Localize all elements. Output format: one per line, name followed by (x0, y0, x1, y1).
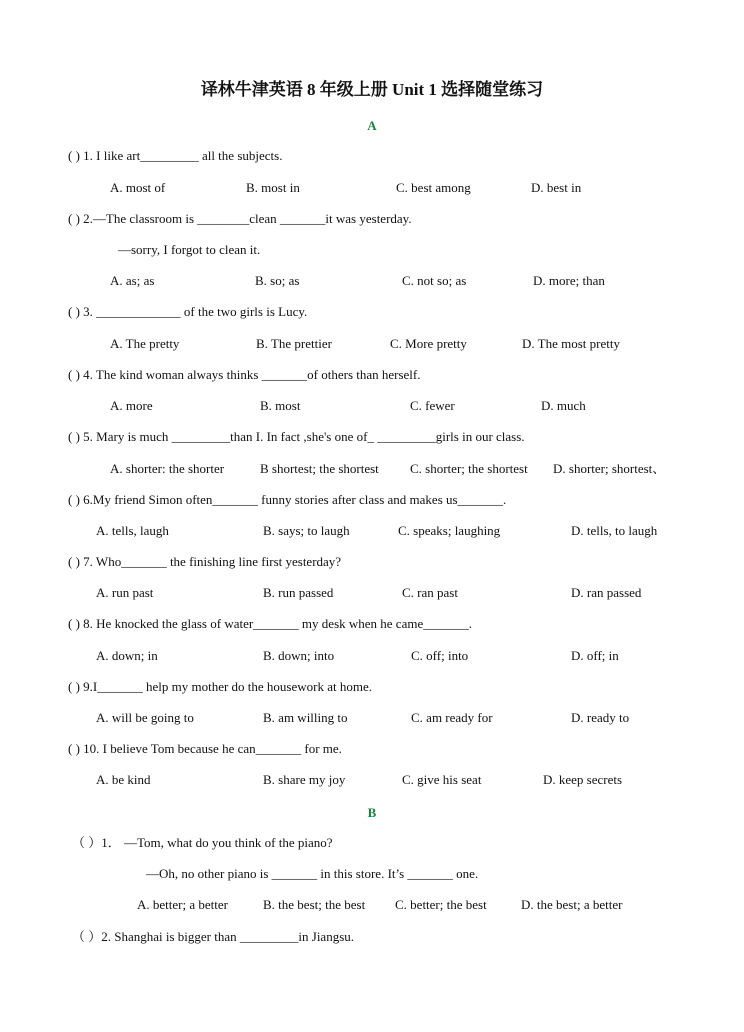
answer-option: A. will be going to (96, 710, 194, 725)
answer-option: C. am ready for (411, 710, 493, 725)
answer-option: B. says; to laugh (263, 523, 350, 538)
answer-option: A. be kind (96, 772, 151, 787)
answer-option: B. run passed (263, 585, 334, 600)
answer-option: C. More pretty (390, 336, 467, 351)
answer-option: D. shorter; shortest、 (553, 461, 666, 476)
answer-option: D. more; than (533, 273, 605, 288)
question-stem: ( ) 9.I_______ help my mother do the housework at home. (68, 679, 372, 694)
answer-option: B. The prettier (256, 336, 332, 351)
answer-option: C. better; the best (395, 897, 487, 912)
answer-option: C. off; into (411, 648, 469, 663)
answer-option: B shortest; the shortest (260, 461, 379, 476)
question-stem: ( ) 4. The kind woman always thinks _______of others than herself. (68, 367, 421, 382)
answer-option: D. best in (531, 180, 582, 195)
question-stem: （ ）1． —Tom, what do you think of the piano? (72, 835, 333, 850)
answer-option: A. better; a better (137, 897, 228, 912)
answer-option: A. run past (96, 585, 154, 600)
answer-option: C. fewer (410, 398, 455, 413)
question-continuation: —Oh, no other piano is _______ in this store. It’s _______ one. (146, 866, 479, 881)
question-stem: （ ）2. Shanghai is bigger than _________in Jiangsu. (72, 929, 355, 944)
answer-option: D. much (541, 398, 586, 413)
section-label: A (367, 118, 377, 133)
answer-option: C. best among (396, 180, 471, 195)
answer-option: B. most (260, 398, 301, 413)
answer-option: C. ran past (402, 585, 458, 600)
question-stem: ( ) 10. I believe Tom because he can_______ for me. (68, 741, 342, 756)
question-stem: ( ) 7. Who_______ the finishing line first yesterday? (68, 554, 342, 569)
question-stem: ( ) 8. He knocked the glass of water_______ my desk when he came_______. (68, 616, 472, 631)
answer-option: A. The pretty (110, 336, 180, 351)
question-stem: ( ) 6.My friend Simon often_______ funny stories after class and makes us_______. (68, 492, 507, 507)
answer-option: B. so; as (255, 273, 300, 288)
answer-option: B. most in (246, 180, 300, 195)
question-continuation: —sorry, I forgot to clean it. (118, 242, 261, 257)
answer-option: D. tells, to laugh (571, 523, 658, 538)
question-stem: ( ) 3. _____________ of the two girls is Lucy. (68, 304, 308, 319)
question-stem: ( ) 2.—The classroom is ________clean _______it was yesterday. (68, 211, 412, 226)
answer-option: D. ran passed (571, 585, 642, 600)
answer-option: B. share my joy (263, 772, 346, 787)
answer-option: B. am willing to (263, 710, 348, 725)
answer-option: D. off; in (571, 648, 619, 663)
answer-option: A. down; in (96, 648, 158, 663)
page-title: 译林牛津英语 8 年级上册 Unit 1 选择随堂练习 (200, 80, 544, 99)
answer-option: D. ready to (571, 710, 630, 725)
answer-option: A. tells, laugh (96, 523, 169, 538)
answer-option: A. more (110, 398, 153, 413)
answer-option: D. The most pretty (522, 336, 620, 351)
answer-option: B. down; into (263, 648, 335, 663)
answer-option: A. most of (110, 180, 166, 195)
answer-option: C. shorter; the shortest (410, 461, 528, 476)
answer-option: C. speaks; laughing (398, 523, 501, 538)
answer-option: A. shorter: the shorter (110, 461, 225, 476)
answer-option: A. as; as (110, 273, 155, 288)
answer-option: D. the best; a better (521, 897, 623, 912)
question-stem: ( ) 5. Mary is much _________than I. In fact ,she's one of_ _________girls in our class. (68, 429, 525, 444)
answer-option: B. the best; the best (263, 897, 366, 912)
answer-option: C. not so; as (402, 273, 467, 288)
answer-option: D. keep secrets (543, 772, 623, 787)
question-stem: ( ) 1. I like art_________ all the subjects. (68, 148, 283, 163)
section-label: B (367, 805, 377, 820)
answer-option: C. give his seat (402, 772, 482, 787)
